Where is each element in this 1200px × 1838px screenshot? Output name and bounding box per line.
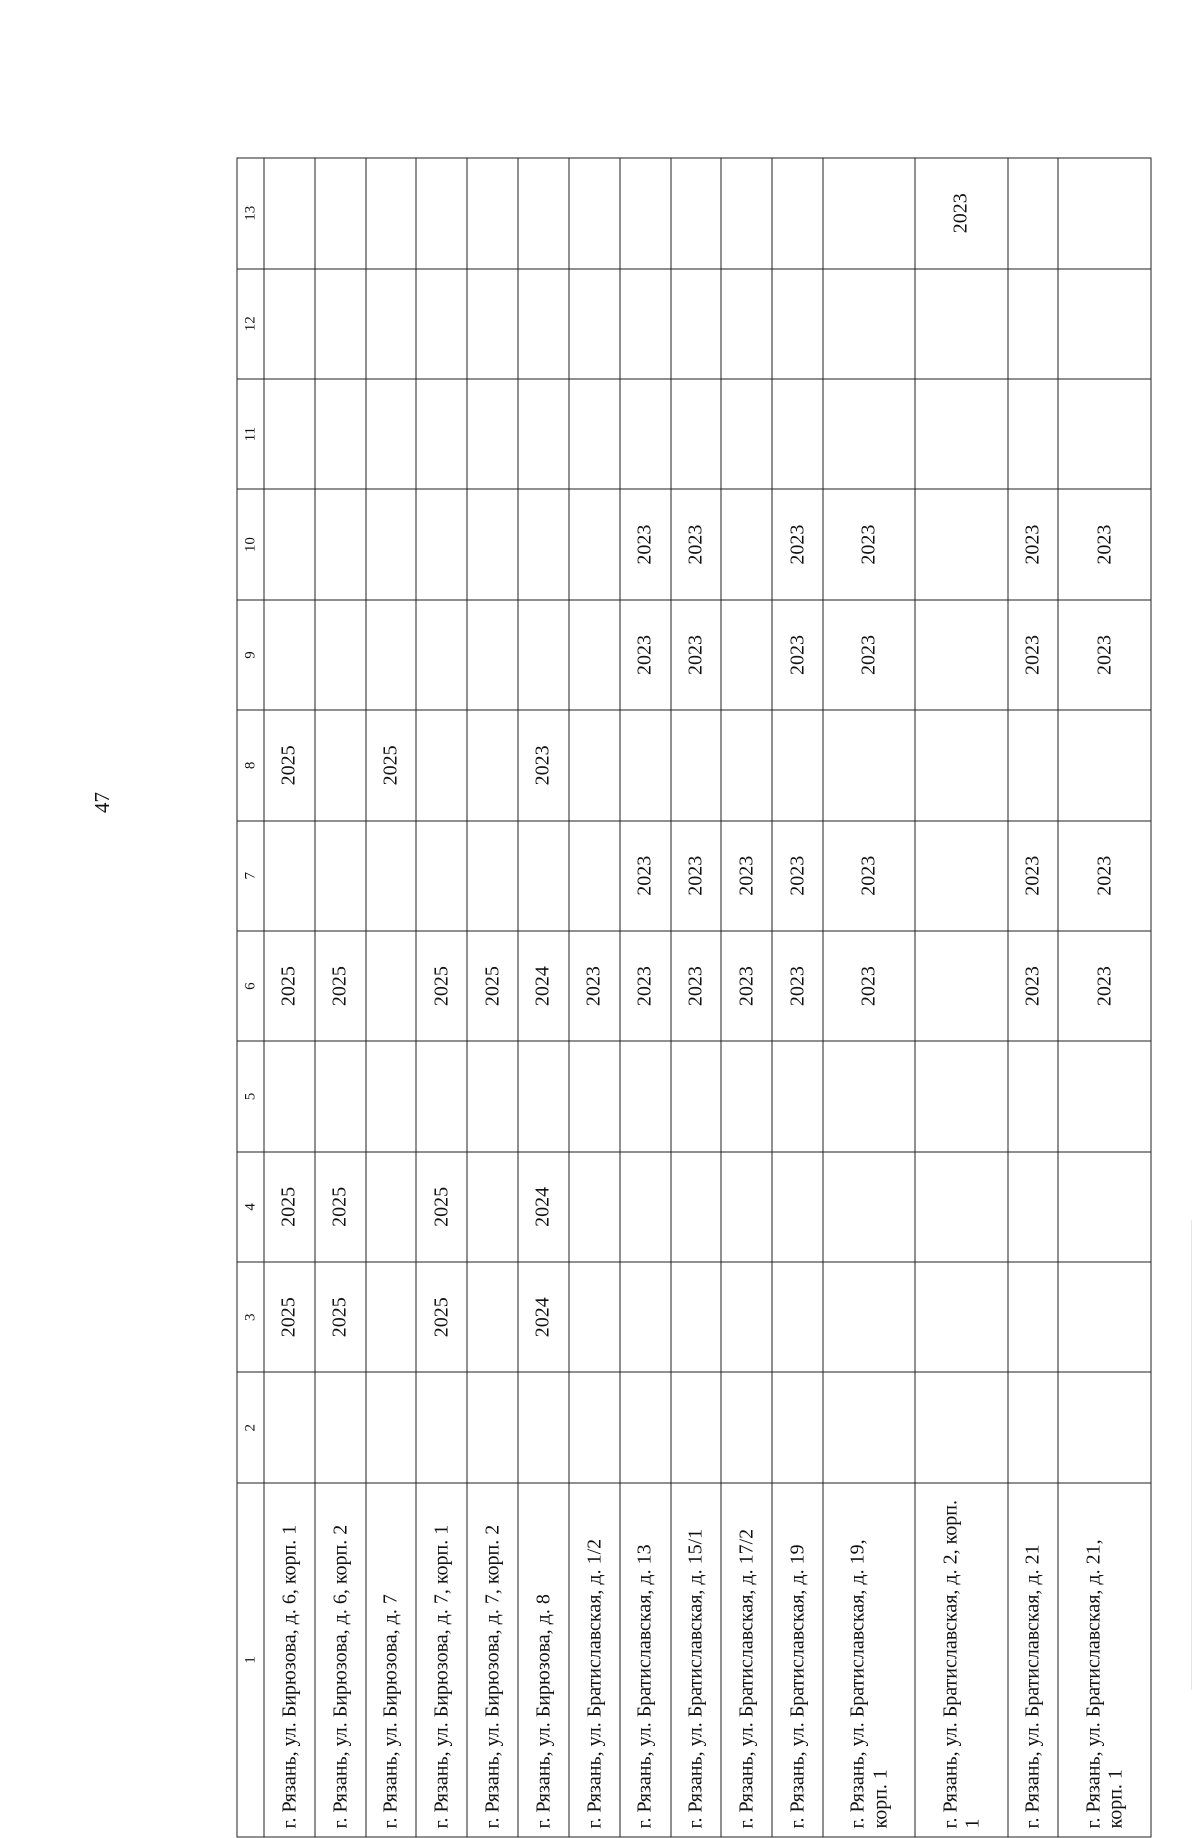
year-cell-col-7: 2023 (671, 821, 722, 931)
year-cell-col-4: 2025 (264, 1152, 315, 1262)
year-cell-col-10 (915, 489, 1007, 599)
year-cell-col-6: 2023 (620, 931, 671, 1041)
column-number-11: 11 (237, 379, 264, 489)
year-cell-col-13 (518, 158, 569, 269)
year-cell-col-12 (721, 269, 772, 379)
year-cell-col-9: 2023 (1008, 600, 1059, 710)
year-cell-col-6 (366, 931, 417, 1041)
address-cell: г. Рязань, ул. Бирюзова, д. 7 (366, 1483, 417, 1837)
address-cell: г. Рязань, ул. Братиславская, д. 1/2 (569, 1483, 620, 1837)
column-number-4: 4 (237, 1152, 264, 1262)
year-cell-col-11 (315, 379, 366, 489)
year-cell-col-6: 2025 (467, 931, 518, 1041)
year-cell-col-10 (721, 489, 772, 599)
year-cell-col-10 (315, 489, 366, 599)
year-cell-col-13 (569, 158, 620, 269)
year-cell-col-3: 2025 (264, 1262, 315, 1372)
year-cell-col-8 (416, 710, 467, 820)
column-number-1: 1 (237, 1483, 264, 1837)
year-cell-col-5 (721, 1041, 772, 1151)
year-cell-col-7 (569, 821, 620, 931)
year-cell-col-4 (1058, 1152, 1151, 1262)
year-cell-col-5 (671, 1041, 722, 1151)
table-row (915, 158, 1007, 1837)
year-cell-col-8: 2023 (518, 710, 569, 820)
year-cell-col-6: 2024 (518, 931, 569, 1041)
year-cell-col-12 (467, 269, 518, 379)
year-cell-col-11 (366, 379, 417, 489)
year-cell-col-5 (772, 1041, 823, 1151)
year-cell-col-9 (721, 600, 772, 710)
year-cell-col-12 (315, 269, 366, 379)
year-cell-col-13 (721, 158, 772, 269)
table-row (671, 158, 722, 1837)
scan-artifact-line (1191, 1220, 1192, 1690)
year-cell-col-4 (366, 1152, 417, 1262)
year-cell-col-10 (518, 489, 569, 599)
year-cell-col-2 (569, 1372, 620, 1482)
year-cell-col-10: 2023 (772, 489, 823, 599)
year-cell-col-11 (416, 379, 467, 489)
year-cell-col-5 (366, 1041, 417, 1151)
year-cell-col-10 (569, 489, 620, 599)
year-cell-col-10: 2023 (671, 489, 722, 599)
year-cell-col-5 (315, 1041, 366, 1151)
address-cell: г. Рязань, ул. Бирюзова, д. 7, корп. 1 (416, 1483, 467, 1837)
year-cell-col-13 (620, 158, 671, 269)
year-cell-col-4 (915, 1152, 1007, 1262)
address-cell: г. Рязань, ул. Братиславская, д. 19, корп. 1 (823, 1483, 915, 1837)
year-cell-col-4 (467, 1152, 518, 1262)
table-row (1058, 158, 1151, 1837)
year-cell-col-12 (518, 269, 569, 379)
year-cell-col-11 (518, 379, 569, 489)
year-cell-col-3 (915, 1262, 1007, 1372)
year-cell-col-13 (416, 158, 467, 269)
year-cell-col-9 (366, 600, 417, 710)
year-cell-col-13 (264, 158, 315, 269)
year-cell-col-12 (569, 269, 620, 379)
year-cell-col-2 (721, 1372, 772, 1482)
year-cell-col-6: 2023 (721, 931, 772, 1041)
year-cell-col-5 (1058, 1041, 1151, 1151)
year-cell-col-3 (721, 1262, 772, 1372)
address-cell: г. Рязань, ул. Бирюзова, д. 8 (518, 1483, 569, 1837)
year-cell-col-3 (671, 1262, 722, 1372)
column-number-6: 6 (237, 931, 264, 1041)
year-cell-col-3 (1058, 1262, 1151, 1372)
address-cell: г. Рязань, ул. Братиславская, д. 15/1 (671, 1483, 722, 1837)
table-row (620, 158, 671, 1837)
year-cell-col-7 (467, 821, 518, 931)
table-row (772, 158, 823, 1837)
year-cell-col-4 (569, 1152, 620, 1262)
year-cell-col-12 (264, 269, 315, 379)
year-cell-col-6: 2025 (264, 931, 315, 1041)
address-cell: г. Рязань, ул. Братиславская, д. 2, корп. 1 (915, 1483, 1007, 1837)
year-cell-col-3 (620, 1262, 671, 1372)
year-cell-col-7 (915, 821, 1007, 931)
year-cell-col-8: 2025 (264, 710, 315, 820)
year-cell-col-4 (1008, 1152, 1059, 1262)
year-cell-col-2 (1008, 1372, 1059, 1482)
year-cell-col-7: 2023 (721, 821, 772, 931)
year-cell-col-10 (264, 489, 315, 599)
year-cell-col-3: 2024 (518, 1262, 569, 1372)
year-cell-col-8 (1008, 710, 1059, 820)
year-cell-col-12 (366, 269, 417, 379)
year-cell-col-8 (671, 710, 722, 820)
address-cell: г. Рязань, ул. Братиславская, д. 19 (772, 1483, 823, 1837)
column-number-5: 5 (237, 1041, 264, 1151)
year-cell-col-9: 2023 (671, 600, 722, 710)
year-cell-col-13 (467, 158, 518, 269)
year-cell-col-8 (569, 710, 620, 820)
year-cell-col-3: 2025 (315, 1262, 366, 1372)
year-cell-col-9 (915, 600, 1007, 710)
year-cell-col-9 (264, 600, 315, 710)
year-cell-col-6: 2025 (315, 931, 366, 1041)
year-cell-col-11 (721, 379, 772, 489)
year-cell-col-6: 2023 (772, 931, 823, 1041)
year-cell-col-12 (416, 269, 467, 379)
year-cell-col-5 (518, 1041, 569, 1151)
page-number: 47 (90, 792, 114, 813)
year-cell-col-7 (416, 821, 467, 931)
year-cell-col-10 (416, 489, 467, 599)
year-cell-col-12 (620, 269, 671, 379)
year-cell-col-4 (772, 1152, 823, 1262)
address-cell: г. Рязань, ул. Братиславская, д. 13 (620, 1483, 671, 1837)
year-cell-col-6: 2023 (1008, 931, 1059, 1041)
year-cell-col-6: 2025 (416, 931, 467, 1041)
year-cell-col-7: 2023 (823, 821, 915, 931)
year-cell-col-11 (915, 379, 1007, 489)
year-cell-col-3 (823, 1262, 915, 1372)
year-cell-col-10: 2023 (1008, 489, 1059, 599)
year-cell-col-9 (315, 600, 366, 710)
year-cell-col-4 (823, 1152, 915, 1262)
year-cell-col-2 (518, 1372, 569, 1482)
year-cell-col-5 (416, 1041, 467, 1151)
year-cell-col-8 (315, 710, 366, 820)
year-cell-col-7 (366, 821, 417, 931)
year-cell-col-2 (671, 1372, 722, 1482)
year-cell-col-4 (620, 1152, 671, 1262)
year-cell-col-8: 2025 (366, 710, 417, 820)
address-cell: г. Рязань, ул. Братиславская, д. 21, корп. 1 (1058, 1483, 1151, 1837)
year-cell-col-8 (1058, 710, 1151, 820)
year-cell-col-2 (366, 1372, 417, 1482)
year-cell-col-13 (1058, 158, 1151, 269)
year-cell-col-10 (467, 489, 518, 599)
year-cell-col-10 (366, 489, 417, 599)
column-number-12: 12 (237, 269, 264, 379)
year-cell-col-8 (620, 710, 671, 820)
year-cell-col-11 (467, 379, 518, 489)
table-row (823, 158, 915, 1837)
year-cell-col-5 (264, 1041, 315, 1151)
year-cell-col-13: 2023 (915, 158, 1007, 269)
address-cell: г. Рязань, ул. Бирюзова, д. 6, корп. 2 (315, 1483, 366, 1837)
year-cell-col-12 (915, 269, 1007, 379)
year-cell-col-12 (1058, 269, 1151, 379)
year-cell-col-7 (518, 821, 569, 931)
year-cell-col-12 (1008, 269, 1059, 379)
plan-table (237, 158, 1152, 1838)
year-cell-col-4: 2025 (315, 1152, 366, 1262)
year-cell-col-11 (823, 379, 915, 489)
year-cell-col-7: 2023 (1008, 821, 1059, 931)
column-number-10: 10 (237, 489, 264, 599)
year-cell-col-11 (569, 379, 620, 489)
year-cell-col-10: 2023 (1058, 489, 1151, 599)
year-cell-col-9 (416, 600, 467, 710)
column-number-3: 3 (237, 1262, 264, 1372)
year-cell-col-4: 2024 (518, 1152, 569, 1262)
table-row (315, 158, 366, 1837)
column-number-8: 8 (237, 710, 264, 820)
address-cell: г. Рязань, ул. Братиславская, д. 21 (1008, 1483, 1059, 1837)
year-cell-col-11 (620, 379, 671, 489)
year-cell-col-3: 2025 (416, 1262, 467, 1372)
year-cell-col-11 (264, 379, 315, 489)
year-cell-col-5 (915, 1041, 1007, 1151)
table-row (366, 158, 417, 1837)
year-cell-col-13 (315, 158, 366, 269)
table-row (1008, 158, 1059, 1837)
column-number-7: 7 (237, 821, 264, 931)
column-number-2: 2 (237, 1372, 264, 1482)
year-cell-col-5 (620, 1041, 671, 1151)
year-cell-col-2 (315, 1372, 366, 1482)
year-cell-col-10: 2023 (620, 489, 671, 599)
year-cell-col-13 (772, 158, 823, 269)
year-cell-col-4 (671, 1152, 722, 1262)
year-cell-col-6: 2023 (569, 931, 620, 1041)
year-cell-col-5 (1008, 1041, 1059, 1151)
year-cell-col-13 (823, 158, 915, 269)
year-cell-col-12 (772, 269, 823, 379)
year-cell-col-12 (671, 269, 722, 379)
address-cell: г. Рязань, ул. Братиславская, д. 17/2 (721, 1483, 772, 1837)
year-cell-col-7 (315, 821, 366, 931)
year-cell-col-13 (1008, 158, 1059, 269)
year-cell-col-8 (915, 710, 1007, 820)
year-cell-col-2 (264, 1372, 315, 1482)
year-cell-col-5 (467, 1041, 518, 1151)
year-cell-col-5 (823, 1041, 915, 1151)
year-cell-col-6: 2023 (1058, 931, 1151, 1041)
year-cell-col-3 (569, 1262, 620, 1372)
year-cell-col-9 (467, 600, 518, 710)
year-cell-col-7: 2023 (772, 821, 823, 931)
year-cell-col-11 (1008, 379, 1059, 489)
year-cell-col-8 (823, 710, 915, 820)
year-cell-col-8 (721, 710, 772, 820)
year-cell-col-3 (1008, 1262, 1059, 1372)
year-cell-col-9: 2023 (772, 600, 823, 710)
year-cell-col-6: 2023 (823, 931, 915, 1041)
year-cell-col-6: 2023 (671, 931, 722, 1041)
year-cell-col-7: 2023 (1058, 821, 1151, 931)
year-cell-col-8 (467, 710, 518, 820)
table-row (518, 158, 569, 1837)
table-row (569, 158, 620, 1837)
year-cell-col-9 (518, 600, 569, 710)
year-cell-col-13 (671, 158, 722, 269)
year-cell-col-2 (467, 1372, 518, 1482)
year-cell-col-9: 2023 (620, 600, 671, 710)
plan-table-frame (237, 158, 1152, 1838)
year-cell-col-2 (1058, 1372, 1151, 1482)
column-number-13: 13 (237, 158, 264, 269)
year-cell-col-7: 2023 (620, 821, 671, 931)
year-cell-col-2 (620, 1372, 671, 1482)
year-cell-col-13 (366, 158, 417, 269)
year-cell-col-2 (416, 1372, 467, 1482)
year-cell-col-5 (569, 1041, 620, 1151)
year-cell-col-9 (569, 600, 620, 710)
address-cell: г. Рязань, ул. Бирюзова, д. 6, корп. 1 (264, 1483, 315, 1837)
year-cell-col-11 (671, 379, 722, 489)
year-cell-col-2 (823, 1372, 915, 1482)
year-cell-col-8 (772, 710, 823, 820)
year-cell-col-4: 2025 (416, 1152, 467, 1262)
year-cell-col-11 (772, 379, 823, 489)
year-cell-col-2 (915, 1372, 1007, 1482)
column-number-9: 9 (237, 600, 264, 710)
year-cell-col-3 (366, 1262, 417, 1372)
year-cell-col-7 (264, 821, 315, 931)
year-cell-col-9: 2023 (1058, 600, 1151, 710)
table-row (416, 158, 467, 1837)
table-header-row (237, 158, 264, 1837)
year-cell-col-2 (772, 1372, 823, 1482)
address-cell: г. Рязань, ул. Бирюзова, д. 7, корп. 2 (467, 1483, 518, 1837)
year-cell-col-3 (772, 1262, 823, 1372)
year-cell-col-9: 2023 (823, 600, 915, 710)
year-cell-col-10: 2023 (823, 489, 915, 599)
table-row (467, 158, 518, 1837)
year-cell-col-11 (1058, 379, 1151, 489)
year-cell-col-12 (823, 269, 915, 379)
year-cell-col-6 (915, 931, 1007, 1041)
table-row (721, 158, 772, 1837)
year-cell-col-3 (467, 1262, 518, 1372)
table-row (264, 158, 315, 1837)
year-cell-col-4 (721, 1152, 772, 1262)
